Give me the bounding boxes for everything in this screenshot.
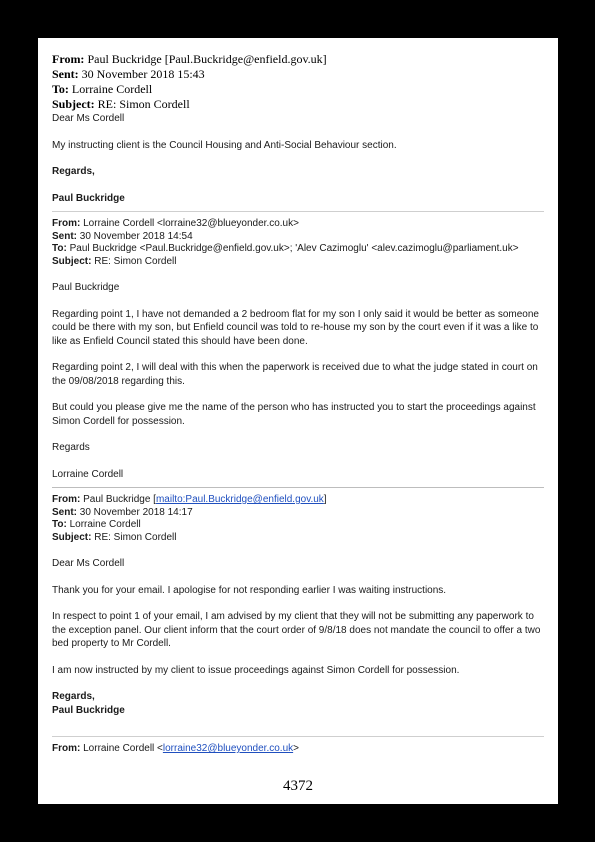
email2-to [52,243,544,256]
email2-header [52,218,544,268]
email2-sent [52,231,544,244]
email4-from [52,743,544,756]
to-label: To: [52,519,67,530]
email3-signoff: Regards, [52,691,95,702]
from-label: From: [52,743,81,754]
divider [52,211,544,212]
email1-signature: Paul Buckridge [52,192,125,204]
email2-signoff: Regards [52,442,90,453]
email1-body: My instructing client is the Council Housing and Anti-Social Behaviour section. [52,139,397,151]
email3-to [52,519,544,532]
email2-paragraph-3: But could you please give me the name of the person who has instructed you to start the proceedings against Simon Cordell for possession. [52,402,536,427]
subject-label: Subject: [52,531,92,543]
page-number: 4372 [283,778,313,794]
sent-label: Sent: [52,230,77,242]
sent-value: 30 November 2018 14:17 [77,506,193,518]
email2-subject [52,256,544,269]
email3-signature: Paul Buckridge [52,704,125,716]
from-bracket: > [293,743,299,754]
to-label: To: [52,82,69,96]
document-page [38,38,558,804]
sent-value: 30 November 2018 15:43 [78,67,205,81]
email2-paragraph-1: Regarding point 1, I have not demanded a 2 bedroom flat for my son I only said it would be better as someone could be there with my son, but Enfield council was told to re-house my son by the court even if it was a like to like as Enfield Council stated this should have been done. [52,308,539,347]
email3-sent [52,507,544,520]
divider [52,736,544,737]
email1-subject [52,97,544,112]
email1-to [52,82,544,97]
email-thread [52,52,544,756]
email3-paragraph-2: In respect to point 1 of your email, I am advised by my client that they will not be submitting any paperwork to the exception panel. Our client inform that the court order of 9/8/18 does not mandate the council to offer a two bed property to Mr Cordell. [52,611,541,649]
to-value: Paul Buckridge <Paul.Buckridge@enfield.gov.uk>; 'Alev Cazimoglu' <alev.cazimoglu@parliament.uk> [66,243,519,254]
divider [52,487,544,488]
mailto-link[interactable]: mailto:Paul.Buckridge@enfield.gov.uk [155,494,324,505]
sent-value: 30 November 2018 14:54 [77,230,193,242]
email3-greeting: Dear Ms Cordell [52,558,125,569]
email2-paragraph-2: Regarding point 2, I will deal with this when the paperwork is received due to what the judge stated in court on the 09/08/2018 regarding this. [52,362,538,387]
email1-signoff: Regards, [52,166,95,177]
email1-from [52,52,544,67]
to-label: To: [52,243,67,254]
from-label: From: [52,218,81,229]
to-value: Lorraine Cordell [68,82,153,96]
from-value: Lorraine Cordell <lorraine32@blueyonder.co.uk> [80,218,299,229]
from-label: From: [52,52,85,66]
email2-signature: Lorraine Cordell [52,468,124,480]
email3-header [52,494,544,544]
email3-from [52,494,544,507]
email4-header [52,743,544,756]
email1-header [52,52,544,112]
from-name: Lorraine Cordell < [80,743,163,754]
email2-from [52,218,544,231]
email-link[interactable]: lorraine32@blueyonder.co.uk [162,743,294,754]
email3-paragraph-1: Thank you for your email. I apologise for not responding earlier I was waiting instructions. [52,584,447,596]
subject-value: RE: Simon Cordell [91,255,177,267]
from-bracket: ] [323,494,327,505]
sent-label: Sent: [52,506,77,518]
subject-value: RE: Simon Cordell [94,97,190,111]
email3-paragraph-3: I am now instructed by my client to issue proceedings against Simon Cordell for possession. [52,664,460,676]
email1-greeting: Dear Ms Cordell [52,113,125,124]
to-value: Lorraine Cordell [66,519,141,530]
sent-label: Sent: [52,67,79,81]
from-label: From: [52,494,81,505]
email2-greeting: Paul Buckridge [52,282,120,293]
email3-subject [52,532,544,545]
subject-label: Subject: [52,255,92,267]
email1-sent [52,67,544,82]
subject-label: Subject: [52,97,95,111]
from-name: Paul Buckridge [ [80,494,156,505]
subject-value: RE: Simon Cordell [91,531,177,543]
from-value: Paul Buckridge [Paul.Buckridge@enfield.gov.uk] [84,52,327,66]
